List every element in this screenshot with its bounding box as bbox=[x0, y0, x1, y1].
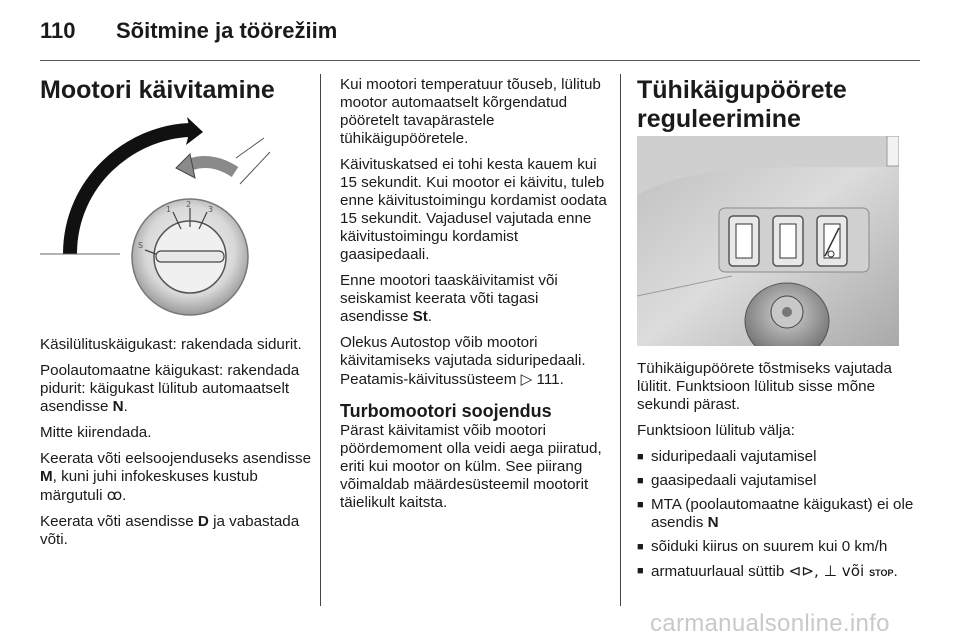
position-m: M bbox=[40, 468, 53, 485]
chapter-title: Sõitmine ja töörežiim bbox=[116, 18, 338, 43]
paragraph-turbo: Pärast käivitamist võib mootori pöördemoment olla veidi aega piiratud, eriti kui mootor on külm. See piirang võimaldab määrdesüsteemil mootorit täielikult kaitsta. bbox=[340, 422, 602, 511]
paragraph-temperature: Kui mootori temperatuur tõuseb, lülitub mootor automaatselt kõrgendatud pööretelt tavapärastele tühikäigupööretele. bbox=[340, 76, 601, 147]
text: . bbox=[427, 308, 433, 325]
column-1-body bbox=[40, 336, 312, 557]
heading-line: reguleerimine bbox=[637, 105, 801, 133]
paragraph-semi-automatic bbox=[40, 362, 312, 416]
section-heading-engine-start: Mootori käivitamine bbox=[40, 76, 275, 104]
column-1 bbox=[40, 76, 310, 105]
list-item bbox=[637, 496, 917, 532]
text: Olekus Autostop võib mootori käivitamiseks vajutada siduripedaali. Peatamis-käivitussüsteem bbox=[340, 334, 586, 388]
paragraph-restart bbox=[340, 272, 608, 326]
text: . bbox=[893, 563, 898, 580]
deactivation-list bbox=[637, 448, 917, 582]
header-rule bbox=[40, 60, 920, 61]
list-item: ■ siduripedaali vajutamisel bbox=[637, 448, 917, 466]
position-n: N bbox=[112, 398, 124, 415]
paragraph-autostop bbox=[340, 334, 608, 389]
dashboard-switch-photo bbox=[637, 136, 899, 346]
text: . bbox=[123, 398, 128, 415]
svg-text:3: 3 bbox=[208, 205, 214, 214]
paragraph-start-attempts: Käivituskatsed ei tohi kesta kauem kui 15 sekundit. Kui mootor ei käivitu, tuleb enne käivitustoimingu kordamist oodata 15 sekundit. Vajadusel vajutada enne käivitustoimingu kordamist gaasipedaali. bbox=[340, 156, 607, 263]
text: Keerata võti eelsoojenduseks asendisse bbox=[40, 450, 312, 467]
column-3-body bbox=[637, 360, 917, 588]
page-header bbox=[40, 18, 920, 50]
paragraph-turn-key-d bbox=[40, 513, 312, 549]
paragraph-raise-idle: Tühikäigupöörete tõstmiseks vajutada lülitit. Funktsioon lülitub sisse mõne sekundi pärast. bbox=[637, 360, 892, 413]
list-item: ■ gaasipedaali vajutamisel bbox=[637, 472, 917, 490]
warning-lamp-icons: ⊲⊳, ⊥ või bbox=[788, 562, 870, 580]
section-heading-idle-speed bbox=[637, 76, 907, 134]
heading-line: Tühikäigupöörete bbox=[637, 76, 847, 104]
position-d: D bbox=[197, 513, 209, 530]
text: Poolautomaatne käigukast: rakendada pidurit: käigukast lülitub automaatselt asendisse bbox=[40, 362, 300, 415]
text: , kuni juhi infokeskuses kustub märgutuli bbox=[40, 468, 258, 504]
svg-text:S: S bbox=[138, 241, 144, 250]
list-item: ■ sõiduki kiirus on suurem kui 0 km/h bbox=[637, 538, 917, 556]
column-2 bbox=[340, 76, 608, 520]
preheat-indicator-icon: ꝏ bbox=[106, 486, 123, 504]
subheading-turbo-warmup: Turbomootori soojendus bbox=[340, 401, 552, 421]
svg-text:2: 2 bbox=[186, 200, 192, 209]
page-number: 110 bbox=[40, 18, 76, 43]
watermark: carmanualsonline.info bbox=[650, 610, 890, 637]
text: MTA (poolautomaatne käigukast) ei ole asendis bbox=[651, 496, 914, 531]
column-divider-1 bbox=[320, 74, 321, 606]
text: ja vabastada võti. bbox=[40, 513, 300, 548]
text: Keerata võti asendisse bbox=[40, 513, 198, 530]
page-reference-icon: ▷ bbox=[520, 370, 533, 388]
paragraph-function-off: Funktsioon lülitub välja: bbox=[637, 422, 795, 439]
column-divider-2 bbox=[620, 74, 621, 606]
position-n: N bbox=[707, 514, 719, 531]
position-st: St bbox=[412, 308, 428, 325]
paragraph-manual-gearbox: Käsilülituskäigukast: rakendada sidurit. bbox=[40, 336, 302, 353]
text: Enne mootori taaskäivitamist või seiskamist keerata võti tagasi asendisse bbox=[340, 272, 558, 325]
stop-lamp-icon: STOP bbox=[869, 568, 894, 578]
paragraph-preheat bbox=[40, 450, 312, 505]
ignition-key-illustration bbox=[40, 112, 304, 324]
text: . bbox=[122, 487, 127, 504]
paragraph-no-accelerate: Mitte kiirendada. bbox=[40, 424, 152, 441]
list-item bbox=[637, 562, 917, 582]
column-3 bbox=[637, 76, 907, 134]
text: armatuurlaual süttib bbox=[651, 563, 789, 580]
page-reference[interactable]: 111. bbox=[532, 371, 564, 388]
svg-text:1: 1 bbox=[166, 205, 172, 214]
